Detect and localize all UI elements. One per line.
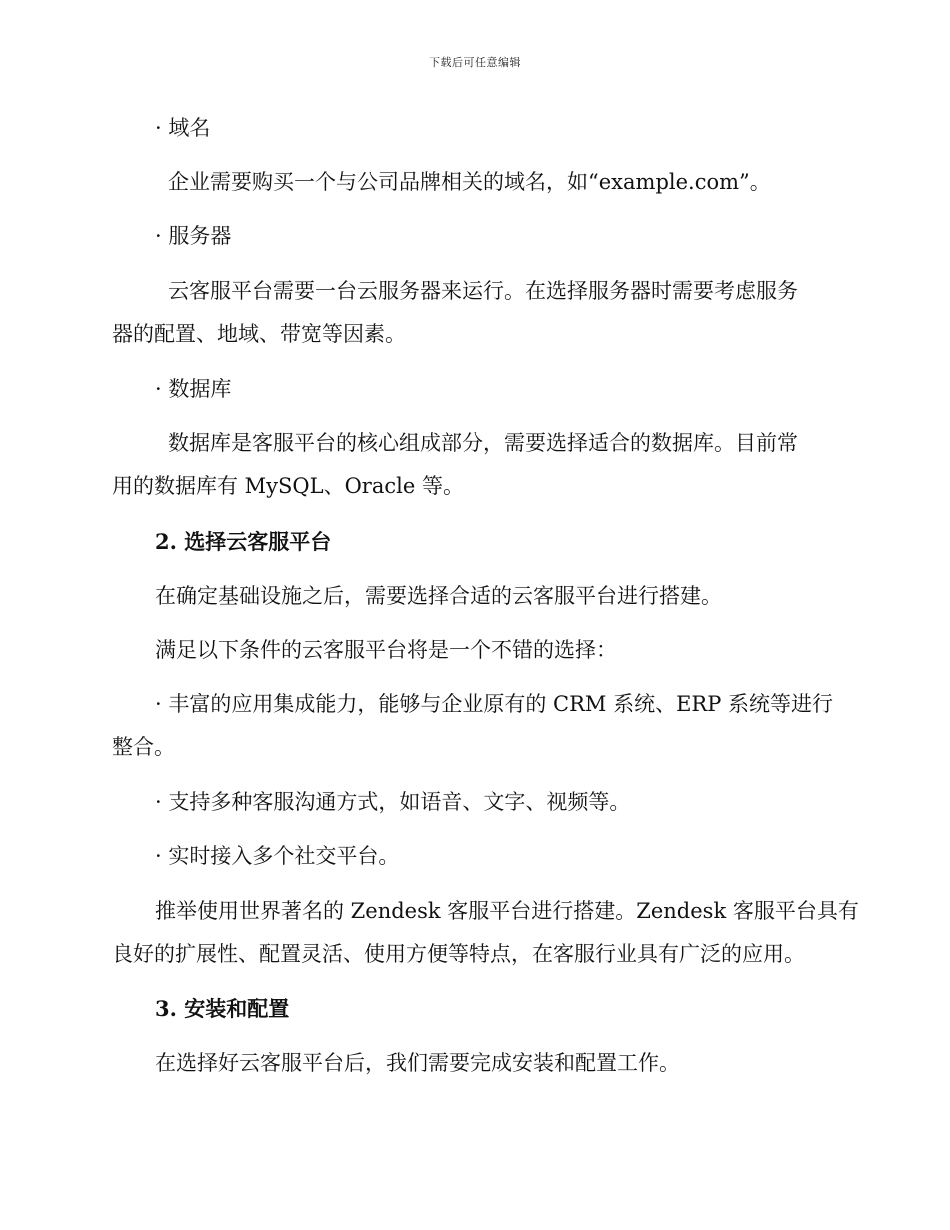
bullet-communication: · 支持多种客服沟通方式，如语音、文字、视频等。 bbox=[155, 790, 631, 814]
section-heading-3: 3. 安装和配置 bbox=[155, 996, 290, 1021]
paragraph-install: 在选择好云客服平台后，我们需要完成安装和配置工作。 bbox=[155, 1051, 680, 1075]
bullet-integration-line-1: · 丰富的应用集成能力，能够与企业原有的 CRM 系统、ERP 系统等进行 bbox=[155, 692, 834, 716]
paragraph-zendesk bbox=[112, 890, 859, 976]
paragraph-after-infrastructure: 在确定基础设施之后，需要选择合适的云客服平台进行搭建。 bbox=[155, 584, 722, 608]
bullet-database: · 数据库 bbox=[155, 377, 232, 401]
bullet-server: · 服务器 bbox=[155, 224, 232, 248]
paragraph-zendesk-line-1: 推举使用世界著名的 Zendesk 客服平台进行搭建。Zendesk 客服平台具有 bbox=[155, 899, 859, 923]
paragraph-server-line-1: 云客服平台需要一台云服务器来运行。在选择服务器时需要考虑服务 bbox=[168, 279, 798, 303]
bullet-domain: · 域名 bbox=[155, 116, 211, 140]
section-heading-2: 2. 选择云客服平台 bbox=[155, 529, 332, 554]
page-header-note: 下载后可任意编辑 bbox=[429, 56, 521, 69]
paragraph-database bbox=[112, 422, 798, 508]
paragraph-database-line-1: 数据库是客服平台的核心组成部分，需要选择适合的数据库。目前常 bbox=[168, 431, 798, 455]
bullet-social: · 实时接入多个社交平台。 bbox=[155, 844, 400, 868]
paragraph-database-line-2: 用的数据库有 MySQL、Oracle 等。 bbox=[112, 474, 464, 498]
paragraph-server-line-2: 器的配置、地域、带宽等因素。 bbox=[112, 322, 406, 346]
bullet-integration bbox=[112, 683, 833, 769]
paragraph-server bbox=[112, 270, 798, 356]
bullet-integration-line-2: 整合。 bbox=[112, 735, 175, 759]
paragraph-zendesk-line-2: 良好的扩展性、配置灵活、使用方便等特点，在客服行业具有广泛的应用。 bbox=[112, 942, 805, 966]
paragraph-conditions-intro: 满足以下条件的云客服平台将是一个不错的选择： bbox=[155, 638, 617, 662]
paragraph-domain: 企业需要购买一个与公司品牌相关的域名，如“example.com”。 bbox=[168, 170, 771, 194]
